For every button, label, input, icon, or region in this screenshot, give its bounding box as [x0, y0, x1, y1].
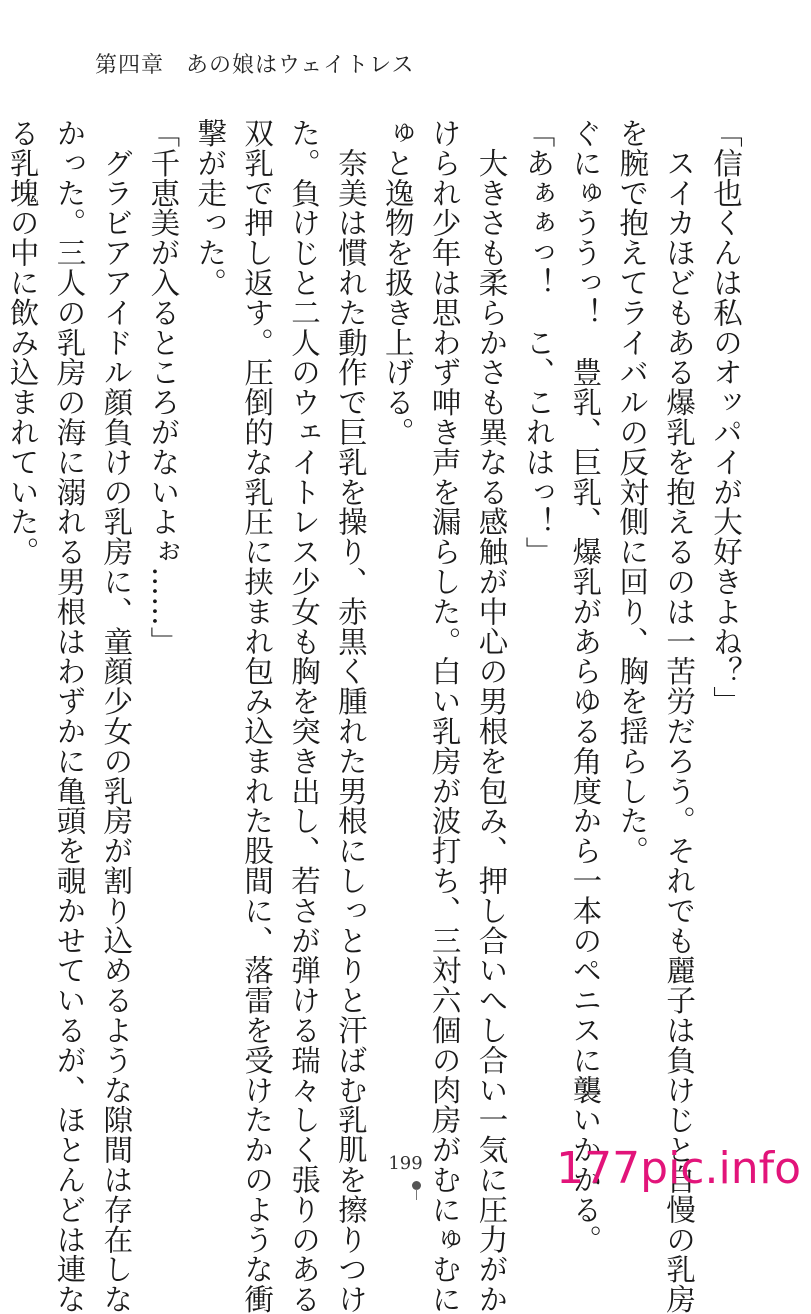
- text-line: スイカほどもある爆乳を抱えるのは一苦労だろう。それでも麗子は負けじと自慢の乳房: [662, 118, 697, 1314]
- page-marker-line: [416, 1189, 417, 1200]
- text-line: ゅと逸物を扱き上げる。: [380, 118, 415, 447]
- text-line: ぐにゅううっ！ 豊乳、巨乳、爆乳があらゆる角度から一本のペニスに襲いかかる。: [568, 118, 603, 1255]
- text-line: かった。三人の乳房の海に溺れる男根はわずかに亀頭を覗かせているが、ほとんどは連な: [52, 118, 87, 1314]
- text-line: 大きさも柔らかさも異なる感触が中心の男根を包み、押し合いへし合い一気に圧力がか: [474, 118, 509, 1314]
- chapter-title: あの娘はウェイトレス: [186, 53, 415, 78]
- text-line: 「千恵美が入るところがないよぉ……」: [146, 118, 181, 657]
- chapter-label: 第四章: [95, 53, 165, 78]
- page-number: 199: [388, 1153, 423, 1174]
- running-head: [95, 48, 414, 79]
- text-line: 「信也くんは私のオッパイが大好きよね？」: [709, 118, 743, 716]
- text-line: 双乳で押し返す。圧倒的な乳圧に挟まれ包み込まれた股間に、落雷を受けたかのような衝: [240, 118, 275, 1314]
- text-line: 撃が走った。: [193, 118, 228, 298]
- text-line: 奈美は慣れた動作で巨乳を操り、赤黒く腫れた男根にしっとりと汗ばむ乳肌を擦りつけ: [333, 118, 368, 1314]
- watermark-logo: 177pic.info: [556, 1143, 801, 1194]
- text-line: る乳塊の中に飲み込まれていた。: [5, 118, 40, 567]
- text-line: 「あぁぁっ！ こ、これはっ！」: [521, 118, 556, 567]
- text-line: を腕で抱えてライバルの反対側に回り、胸を揺らした。: [615, 118, 650, 866]
- text-line: けられ少年は思わず呻き声を漏らした。白い乳房が波打ち、三対六個の肉房がむにゅむに: [427, 118, 462, 1314]
- text-line: た。負けじと二人のウェイトレス少女も胸を突き出し、若さが弾ける瑞々しく張りのある: [286, 118, 321, 1314]
- text-line: グラビアアイドル顔負けの乳房に、童顔少女の乳房が割り込めるような隙間は存在しな: [99, 118, 134, 1314]
